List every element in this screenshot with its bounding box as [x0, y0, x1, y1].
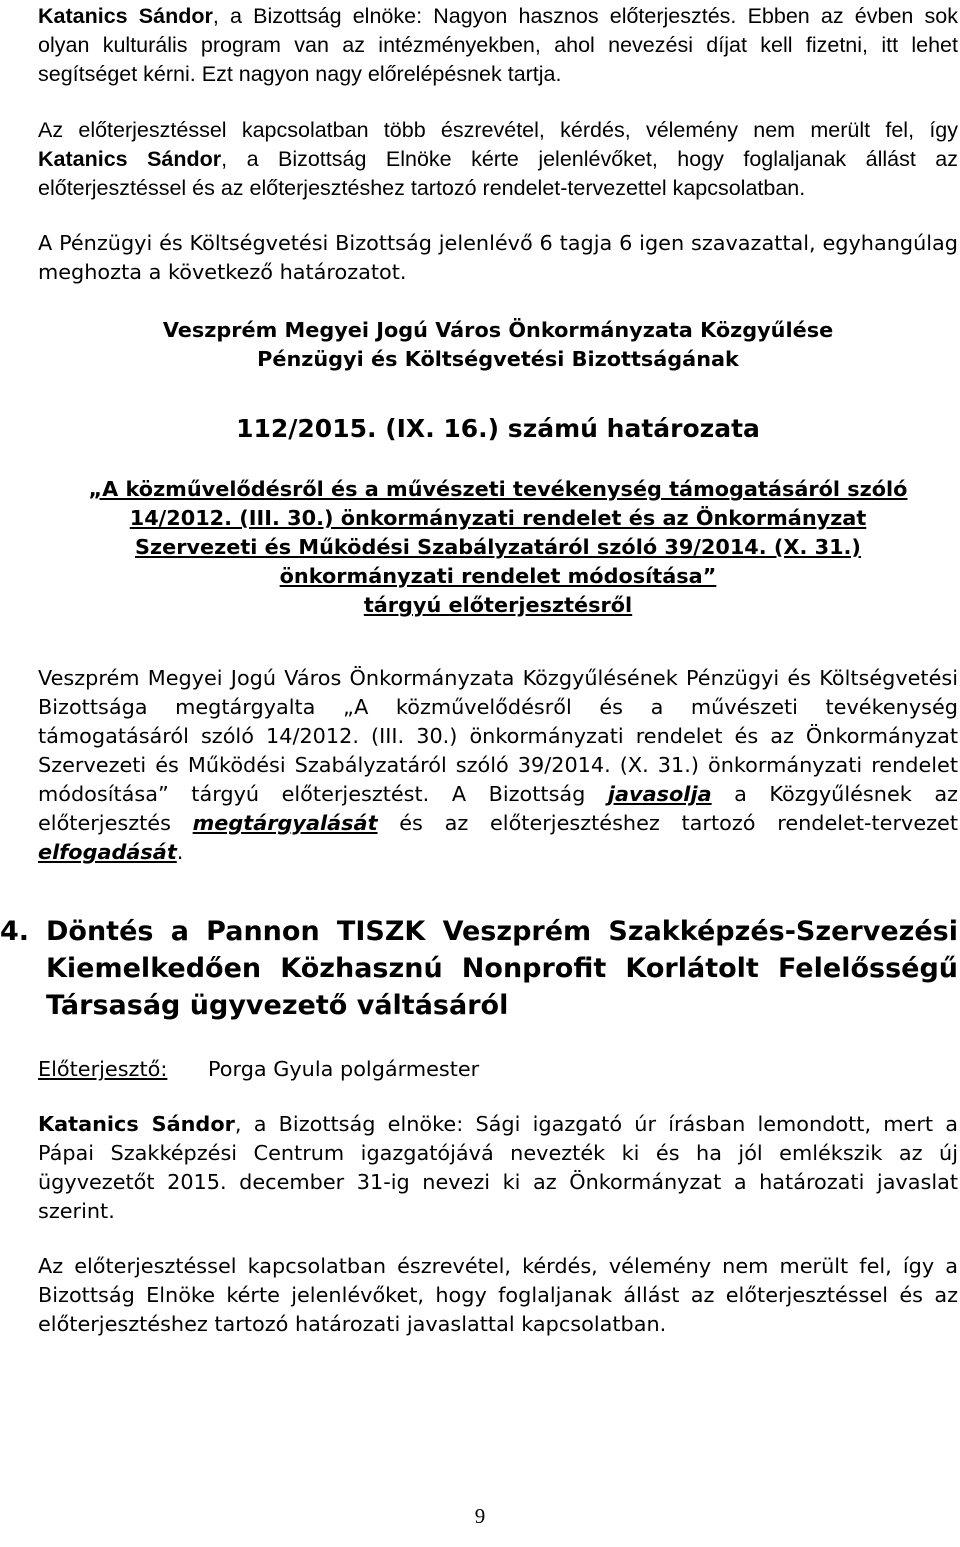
- subject-line: 14/2012. (III. 30.) önkormányzati rendelet és az Önkormányzat: [129, 506, 867, 530]
- page-number: 9: [474, 1504, 486, 1528]
- heading-line: Veszprém Megyei Jogú Város Önkormányzata Közgyűlése: [162, 318, 834, 342]
- subject-line: „A közművelődésről és a művészeti tevékenység támogatásáról szóló: [88, 477, 908, 501]
- emphasis-recommends: javasolja: [607, 782, 712, 806]
- resolution-text: [38, 664, 958, 867]
- section-number: 4.: [0, 916, 30, 947]
- resolution-subject: [38, 475, 958, 620]
- document-page: [0, 2, 958, 1339]
- resolution-text-part: a Közgyűlésnek az előterjesztés: [38, 782, 958, 835]
- emphasis-adoption: elfogadását: [38, 840, 177, 864]
- paragraph-chair-comment: [38, 2, 958, 89]
- paragraph-discussion-2: Az előterjesztéssel kapcsolatban észrevétel, kérdés, vélemény nem merült fel, így a Bizottság Elnöke kérte jelenlévőket, hogy foglaljanak állást az előterjesztéssel és az előterjesztéshez tartozó határozati javaslattal kapcsolatban.: [38, 1254, 958, 1336]
- subject-line: tárgyú előterjesztésről: [363, 593, 633, 617]
- resolution-text-part: .: [176, 840, 184, 864]
- paragraph-discussion: [38, 116, 958, 203]
- resolution-text-part: Veszprém Megyei Jogú Város Önkormányzata Közgyűlésének Pénzügyi és Költségvetési Bizottsága megtárgyalta „A közművelődésről és a művészeti tevékenység támogatásáról szóló 14/2012. (III. 30.) önkormányzati rendelet és az Önkormányzat Szervezeti és Működési Szabályzatáról szóló 39/2014. (X. 31.) önkormányzati rendelet módosítása” tárgyú előterjesztést. A Bizottság: [38, 666, 958, 806]
- paragraph-text: , a Bizottság elnöke: Nagyon hasznos előterjesztés. Ebben az évben sok olyan kulturális program van az intézményekben, ahol nevezési díjat kell fizetni, itt lehet segítséget kérni. Ezt nagyon nagy előrelépésnek tartja.: [38, 4, 958, 86]
- paragraph-vote: A Pénzügyi és Költségvetési Bizottság jelenlévő 6 tagja 6 igen szavazattal, egyhangúlag meghozta a következő határozatot.: [38, 231, 958, 284]
- presenter-row: [38, 1055, 958, 1084]
- emphasis-discussion: megtárgyalását: [192, 811, 378, 835]
- paragraph-chair-statement: [38, 1110, 958, 1226]
- resolution-body-heading: [38, 316, 958, 374]
- speaker-name: Katanics Sándor: [38, 1112, 235, 1136]
- resolution-number: 112/2015. (IX. 16.) számú határozata: [236, 414, 760, 443]
- paragraph-text: , a Bizottság elnöke: Sági igazgató úr írásban lemondott, mert a Pápai Szakképzési Centrum igazgatójává nevezték ki és ha jól emlékszik az új ügyvezetőt 2015. december 31-ig nevezi ki az Önkormányzat a határozati javaslat szerint.: [38, 1112, 958, 1223]
- resolution-text-part: és az előterjesztéshez tartozó rendelet-tervezet: [377, 811, 958, 835]
- presenter-label: Előterjesztő:: [38, 1057, 168, 1081]
- speaker-name: Katanics Sándor: [38, 4, 213, 28]
- paragraph-text: , a Bizottság Elnöke kérte jelenlévőket, hogy foglaljanak állást az előterjesztéssel és az előterjesztéshez tartozó rendelet-tervezettel kapcsolatban.: [38, 147, 958, 200]
- subject-line: Szervezeti és Működési Szabályzatáról szóló 39/2014. (X. 31.): [135, 535, 861, 559]
- subject-line: önkormányzati rendelet módosítása”: [279, 564, 717, 588]
- presenter-name: Porga Gyula polgármester: [208, 1057, 480, 1081]
- speaker-name: Katanics Sándor: [38, 147, 222, 171]
- section-title: Döntés a Pannon TISZK Veszprém Szakképzés-Szervezési Kiemelkedően Közhasznú Nonprofit Korlátolt Felelősségű Társaság ügyvezető váltásáról: [46, 916, 958, 1021]
- section-4-heading: [0, 913, 958, 1024]
- heading-line: Pénzügyi és Költségvetési Bizottságának: [257, 347, 739, 371]
- paragraph-text: Az előterjesztéssel kapcsolatban több észrevétel, kérdés, vélemény nem merült fel, így: [38, 118, 958, 142]
